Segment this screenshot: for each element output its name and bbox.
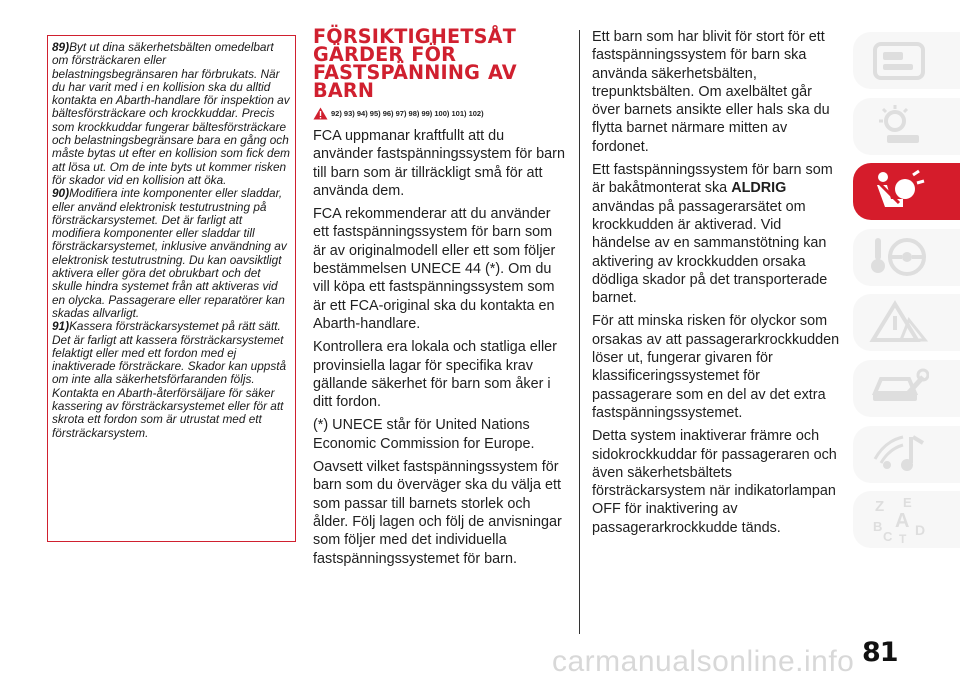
paragraph-text: användas på passagerarsätet om krockkudden är aktiverad. Vid händelse av en sammanstötning kan aktivering av krockkudden orsaka dödliga skador på det transporterade barnet. bbox=[592, 198, 828, 307]
tab-index[interactable] bbox=[853, 491, 960, 548]
warning-notes-box bbox=[47, 35, 296, 542]
paragraph: Oavsett vilket fastspänningssystem för barn som du överväger ska du välja ett som passar till barnets storlek och ålder. Följ lagen och följ de anvisningar som följer med det individuella fastspänningssystemet för barn. bbox=[313, 459, 562, 567]
index-letter: A bbox=[895, 509, 910, 532]
note-91-text: Kassera försträckarsystemet på rätt sätt. Det är farligt att kassera försträckarsystemet felaktigt eller med ett fordon med ej inaktiverade försträckare. Skador kan uppstå om inte alla säkerhetsförfaranden följs. Kontakta en Abarth-återförsäljare för säker kassering av försträckarsystemet eller för att skrota ett fordon som är utrustat med ett försträckarsystem. bbox=[52, 319, 287, 440]
index-letter: B bbox=[873, 518, 883, 534]
middle-column-body bbox=[313, 127, 568, 568]
warning-triangle-icon bbox=[313, 107, 328, 120]
index-letter: Z bbox=[875, 497, 885, 515]
note-89-number: 89) bbox=[52, 40, 70, 54]
tab-multimedia[interactable] bbox=[853, 426, 960, 483]
warning-notes-text bbox=[52, 41, 292, 440]
watermark: carmanualsonline.info bbox=[552, 645, 855, 678]
right-column bbox=[592, 28, 842, 542]
paragraph: FCA uppmanar kraftfullt att du använder fastspänningssystem för barn till barn som är tillräckligt små för att använda dem. bbox=[313, 128, 565, 199]
section-title-line-3: FASTSPÄNNING AV bbox=[313, 61, 517, 84]
index-letter: C bbox=[883, 528, 893, 544]
seat-airbag-icon bbox=[869, 169, 929, 215]
key-steering-wheel-icon bbox=[869, 234, 929, 280]
paragraph: Kontrollera era lokala och statliga eller provinsiella lagar för specifika krav gällande säkerhet för barn som åker i ditt fordon. bbox=[313, 339, 557, 411]
note-90-number: 90) bbox=[52, 186, 70, 201]
paragraph-text: Ett fastspänningssystem för barn som är bakåtmonterat ska bbox=[592, 162, 833, 197]
tab-dashboard[interactable] bbox=[853, 32, 960, 89]
paragraph: För att minska risken för olyckor som orsakas av att passagerarkrockkudden löser ut, fungerar givaren för klassificeringssystemet för passagerare som en del av det extra fastspänningssystemet. bbox=[592, 313, 840, 421]
tab-maintenance[interactable] bbox=[853, 360, 960, 417]
car-wrench-icon bbox=[869, 365, 929, 411]
alphabetical-index-icon bbox=[869, 495, 939, 545]
chapter-sidebar bbox=[853, 32, 960, 557]
warning-triangle-icon bbox=[869, 300, 929, 346]
paragraph: Detta system inaktiverar främre och sidokrockkuddar för passageraren och även säkerhetsbältets försträckarsystem när indikatorlampan OFF för inaktivering av passagerarkrockkudde tänds. bbox=[592, 428, 837, 536]
middle-column bbox=[313, 25, 568, 573]
note-89-text: Byt ut dina säkerhetsbälten omedelbart om försträckaren eller belastningsbegränsaren har förbrukats. När du har varit med i en kollision ska du alltid kontakta en Abarth-handlare för inspektion av bältesförsträckare och krockkuddar. Precis som krockkuddar fungerar bältesförsträckare och belastningsbegränsare bara en gång och måste bytas ut efter en kollision som fick dem att lösa ut. Om de inte byts ut kommer risken för skador vid en kollision att öka. bbox=[52, 40, 290, 187]
section-title-line-1: FÖRSIKTIGHETSÅT bbox=[313, 25, 517, 48]
paragraph: Ett barn som har blivit för stort för ett fastspänningssystem för barn ska använda säkerhetsbälten, trepunktsbälten. Om axelbältet går över barnets ansikte eller hals ska du flytta barnet närmare mitten av fordonet. bbox=[592, 29, 830, 155]
emphasis-never: ALDRIG bbox=[731, 180, 787, 197]
section-title-line-2: GÄRDER FÖR bbox=[313, 43, 457, 66]
tab-warning-lights[interactable] bbox=[853, 98, 960, 155]
car-dashboard-icon bbox=[869, 38, 929, 84]
index-letter: D bbox=[915, 521, 926, 538]
column-divider bbox=[579, 30, 580, 634]
tab-safety[interactable] bbox=[853, 163, 960, 220]
paragraph-never bbox=[592, 161, 842, 307]
warning-lights-icon bbox=[869, 103, 929, 149]
note-90-text: Modifiera inte komponenter eller sladdar, eller använd elektronisk testutrustning på försträckarsystemet. Det är farligt att modifiera komponenter eller sladdar till försträckarsystemet, inklusive användning av elektronisk testutrustning. Du kan oavsiktligt aktivera eller göra det obrukbart och det skulle hindra systemet från att aktiveras vid en olycka. Passagerare eller reparatörer kan skadas allvarligt. bbox=[52, 186, 287, 320]
tab-starting-driving[interactable] bbox=[853, 229, 960, 286]
tab-emergency[interactable] bbox=[853, 294, 960, 351]
section-title-line-4: BARN bbox=[313, 79, 375, 102]
note-91-number: 91) bbox=[52, 319, 70, 334]
index-letter: T bbox=[899, 531, 907, 545]
reference-list: 92) 93) 94) 95) 96) 97) 98) 99) 100) 101) 102) bbox=[331, 108, 484, 118]
paragraph: (*) UNECE står för United Nations Economic Commission for Europe. bbox=[313, 417, 535, 452]
warning-references bbox=[313, 106, 568, 120]
paragraph: FCA rekommenderar att du använder ett fastspänningssystem för barn som är av originalmodell eller ett som följer bestämmelsen UNECE 44 (*). Om du vill köpa ett fastspänningssystem som är ett FCA-original ska du kontakta en Abarth-handlare. bbox=[313, 206, 556, 332]
section-title bbox=[313, 25, 568, 102]
page-number: 81 bbox=[862, 637, 898, 668]
index-letter: E bbox=[903, 494, 912, 510]
multimedia-icon bbox=[869, 431, 929, 477]
